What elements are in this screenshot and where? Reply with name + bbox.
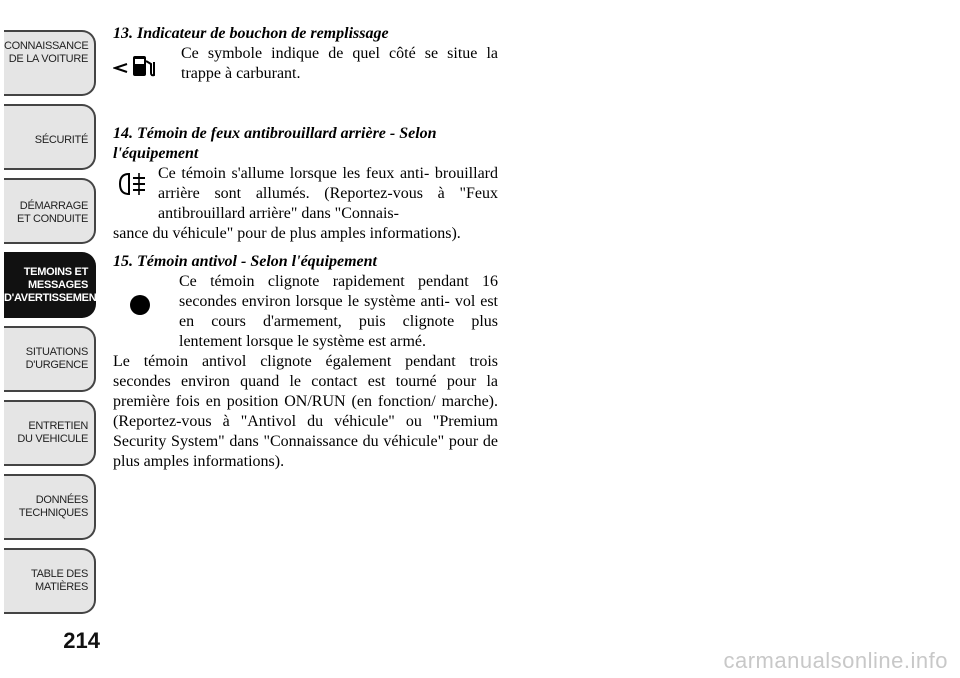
- tab-situations[interactable]: [4, 326, 96, 392]
- security-light-icon: [127, 292, 153, 318]
- section-heading: l'équipement: [113, 145, 199, 162]
- tab-connaissance[interactable]: [4, 30, 96, 96]
- page-content: [113, 24, 498, 472]
- watermark: carmanualsonline.info: [723, 648, 948, 673]
- tab-donnees[interactable]: [4, 474, 96, 540]
- section-text: Ce témoin s'allume lorsque les feux anti- brouillard arrière sont allumés. (Reportez-vous à "Feux antibrouillard arrière" dans "Connais-: [158, 165, 498, 222]
- section-text: sance du véhicule" pour de plus amples informations).: [113, 225, 461, 242]
- section-heading: 13. Indicateur de bouchon de remplissage: [113, 25, 389, 42]
- tab-label: DU VEHICULE: [17, 433, 88, 445]
- tab-label: TABLE DES: [30, 568, 88, 580]
- tab-entretien[interactable]: [4, 400, 96, 466]
- fuel-pump-icon: [113, 52, 163, 80]
- section-13: [113, 24, 498, 88]
- tab-label: ENTRETIEN: [28, 420, 88, 432]
- tab-label: MESSAGES: [28, 279, 88, 291]
- section-15: [113, 252, 498, 472]
- section-heading: 15. Témoin antivol - Selon l'équipement: [113, 253, 377, 270]
- tab-label: SÉCURITÉ: [34, 134, 88, 146]
- tab-label: TEMOINS ET: [23, 266, 88, 278]
- tab-label: SITUATIONS: [25, 346, 88, 358]
- tab-demarrage[interactable]: [4, 178, 96, 244]
- tab-label: MATIÈRES: [34, 581, 88, 593]
- section-text: Ce symbole indique de quel côté se situe la trappe à carburant.: [181, 45, 498, 82]
- section-heading: 14. Témoin de feux antibrouillard arrière - Selon: [113, 125, 437, 142]
- section-text: Ce témoin clignote rapidement pendant 16 secondes environ lorsque le système anti- vol est en cours d'armement, puis clignote plus lentement lorsque le système est armé.: [179, 273, 498, 350]
- section-14: [113, 124, 498, 244]
- section-text: Le témoin antivol clignote également pendant trois secondes environ quand le contact est tourné pour la première fois en position ON/RUN (en fonction/ marche). (Reportez-vous à "Antivol du véhicule" ou "Premium Security System" dans "Connaissance du véhicule" pour de plus amples informations).: [113, 353, 498, 470]
- tab-table[interactable]: [4, 548, 96, 614]
- tab-temoins[interactable]: [4, 252, 103, 318]
- tab-label: TECHNIQUES: [18, 507, 88, 519]
- tab-securite[interactable]: [4, 104, 96, 170]
- tab-label: ET CONDUITE: [16, 213, 88, 225]
- tab-label: D'URGENCE: [25, 359, 88, 371]
- tab-label: DONNÉES: [35, 494, 88, 506]
- chapter-tabs: [0, 0, 103, 620]
- tab-label: DE LA VOITURE: [8, 53, 88, 65]
- tab-label: DÉMARRAGE: [19, 200, 88, 212]
- tab-label: CONNAISSANCE: [4, 40, 89, 52]
- rear-fog-light-icon: [117, 170, 149, 198]
- tab-label: D'AVERTISSEMENT: [4, 292, 103, 304]
- page-number: 214: [63, 628, 100, 653]
